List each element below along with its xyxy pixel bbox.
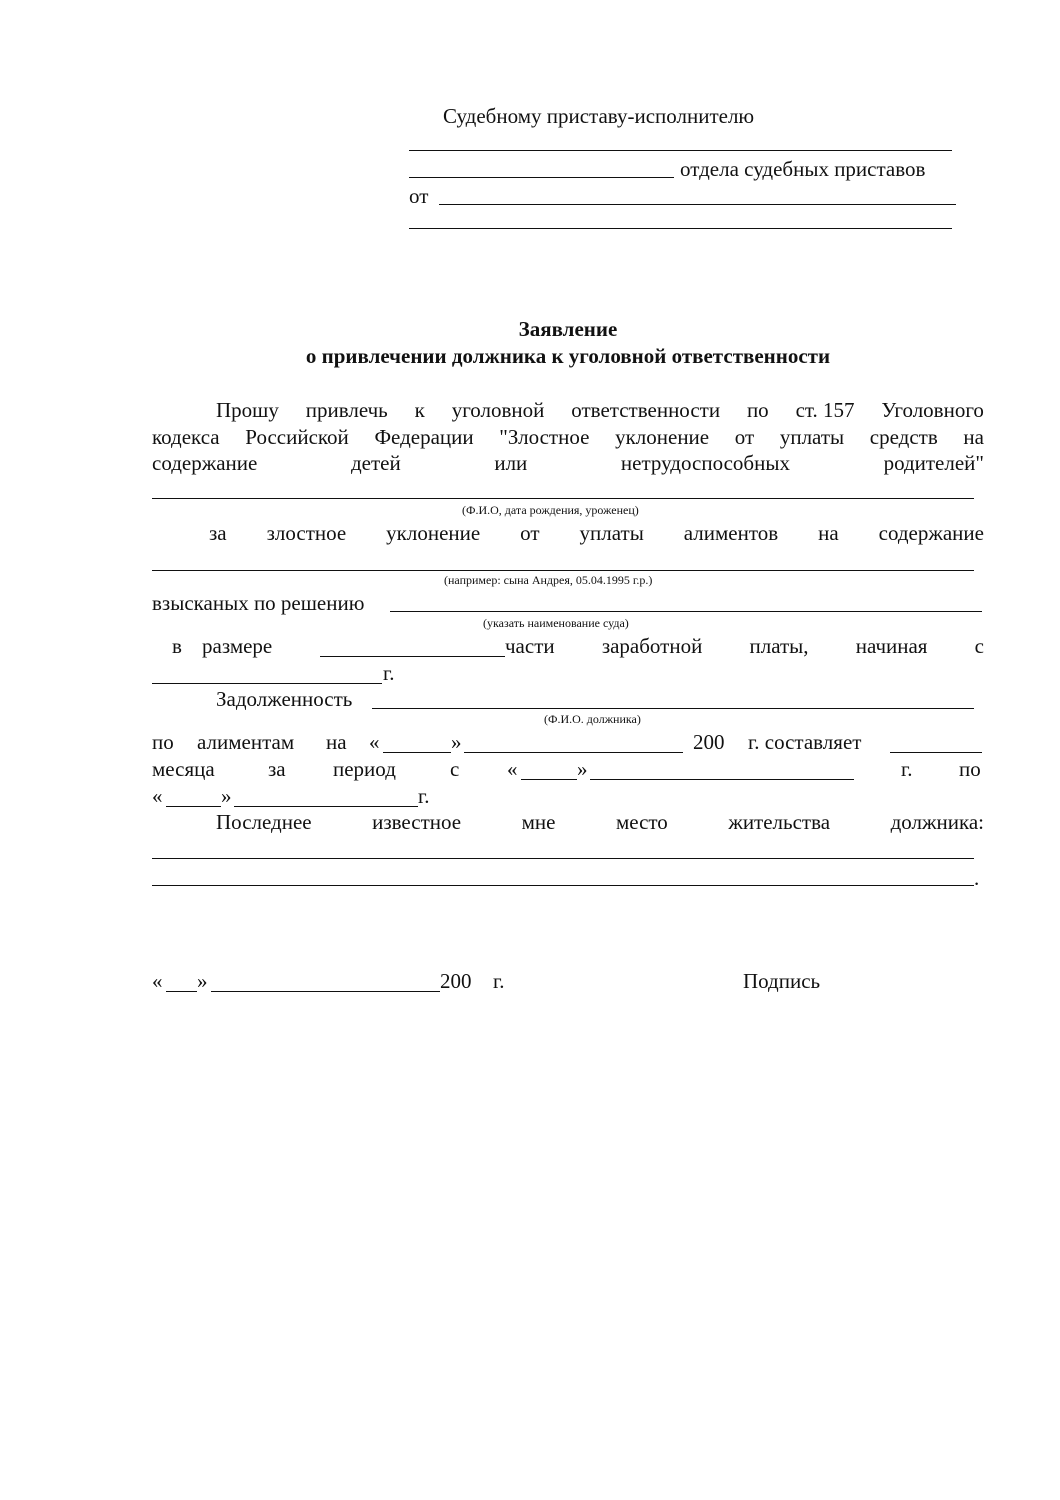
sign-day-line[interactable] bbox=[166, 991, 197, 992]
period-end-day-line[interactable] bbox=[166, 806, 221, 807]
word: детей bbox=[350, 451, 401, 475]
word: уплаты bbox=[579, 521, 644, 545]
word: нетрудоспособных bbox=[620, 451, 790, 475]
word: алиментов bbox=[683, 521, 779, 545]
bailiff-name-line[interactable] bbox=[409, 150, 952, 151]
addressee: Судебному приставу-исполнителю bbox=[443, 104, 755, 128]
period-start-month-line[interactable] bbox=[590, 779, 854, 780]
word: к bbox=[414, 398, 425, 422]
word: на bbox=[963, 425, 984, 449]
months-word-period: период bbox=[333, 757, 396, 781]
g-label: г. bbox=[901, 757, 913, 781]
quote-open: « bbox=[152, 784, 163, 808]
debtor-name-line[interactable] bbox=[372, 708, 974, 709]
word: ответственности bbox=[571, 398, 721, 422]
caption-court: (указать наименование суда) bbox=[483, 616, 629, 630]
final-period: . bbox=[974, 866, 980, 890]
word: от bbox=[520, 521, 540, 545]
word: злостное bbox=[266, 521, 347, 545]
para1-line2 bbox=[152, 425, 984, 449]
period-start-day-line[interactable] bbox=[521, 779, 577, 780]
word: за bbox=[209, 521, 227, 545]
start-date-line[interactable] bbox=[152, 683, 382, 684]
word: на bbox=[818, 521, 839, 545]
months-count-line[interactable] bbox=[890, 752, 982, 753]
quote-close: » bbox=[197, 969, 208, 993]
caption-fio: (Ф.И.О, дата рождения, уроженец) bbox=[462, 503, 639, 517]
word: Последнее bbox=[216, 810, 312, 834]
sign-month-line[interactable] bbox=[211, 991, 440, 992]
size-tail bbox=[505, 634, 984, 658]
po-label: по bbox=[959, 757, 981, 781]
size-word-v: в bbox=[172, 634, 182, 658]
word: родителей" bbox=[883, 451, 984, 475]
months-word-s: с bbox=[450, 757, 460, 781]
document-title: Заявление bbox=[518, 317, 618, 341]
word: платы, bbox=[749, 634, 809, 658]
word: должника: bbox=[890, 810, 984, 834]
word: от bbox=[734, 425, 755, 449]
size-word-razmere: размере bbox=[202, 634, 273, 658]
recovered-label: взысканых по решению bbox=[152, 591, 365, 615]
quote-close: » bbox=[577, 757, 588, 781]
period-end-month-line[interactable] bbox=[234, 806, 418, 807]
year-suffix: г. bbox=[383, 661, 395, 685]
para1-line3 bbox=[152, 451, 984, 475]
alimony-word-alimentam: алиментам bbox=[197, 730, 295, 754]
child-line[interactable] bbox=[152, 570, 974, 571]
word: уклонение bbox=[615, 425, 710, 449]
word: содержание bbox=[152, 451, 258, 475]
debt-label: Задолженность bbox=[216, 687, 353, 711]
from-label: от bbox=[409, 184, 429, 208]
caption-debtor: (Ф.И.О. должника) bbox=[544, 712, 641, 726]
months-word-mesyaca: месяца bbox=[152, 757, 215, 781]
word: место bbox=[615, 810, 668, 834]
word: известное bbox=[372, 810, 462, 834]
word: ст. 157 bbox=[795, 398, 855, 422]
applicant-name-line[interactable] bbox=[439, 204, 956, 205]
share-line[interactable] bbox=[320, 656, 505, 657]
quote-open: « bbox=[152, 969, 163, 993]
word: содержание bbox=[878, 521, 984, 545]
word: Федерации bbox=[374, 425, 474, 449]
word: уголовной bbox=[451, 398, 545, 422]
word: с bbox=[974, 634, 984, 658]
court-line[interactable] bbox=[390, 611, 982, 612]
quote-close: » bbox=[221, 784, 232, 808]
para1-line1 bbox=[216, 398, 984, 422]
document-subtitle: о привлечении должника к уголовной ответственности bbox=[305, 344, 831, 368]
word: жительства bbox=[728, 810, 831, 834]
end-year: г. bbox=[418, 784, 430, 808]
word: заработной bbox=[601, 634, 703, 658]
sign-year: 200 bbox=[440, 969, 472, 993]
word: или bbox=[494, 451, 528, 475]
alimony-word-po: по bbox=[152, 730, 174, 754]
months-word-za: за bbox=[268, 757, 286, 781]
caption-example: (например: сына Андрея, 05.04.1995 г.р.) bbox=[444, 573, 653, 587]
word: мне bbox=[521, 810, 556, 834]
alimony-word-na: на bbox=[326, 730, 347, 754]
word: "Злостное bbox=[499, 425, 590, 449]
debt-day-line[interactable] bbox=[383, 752, 451, 753]
department-suffix: отдела судебных приставов bbox=[680, 157, 926, 181]
word: Российской bbox=[245, 425, 349, 449]
word: уплаты bbox=[779, 425, 845, 449]
word: привлечь bbox=[305, 398, 388, 422]
word: части bbox=[505, 634, 555, 658]
sign-g: г. bbox=[493, 969, 505, 993]
word: Уголовного bbox=[881, 398, 984, 422]
debtor-fio-line[interactable] bbox=[152, 498, 974, 499]
word: уклонение bbox=[386, 521, 481, 545]
department-name-line[interactable] bbox=[409, 177, 674, 178]
signature-label: Подпись bbox=[743, 969, 821, 993]
word: Прошу bbox=[216, 398, 279, 422]
last-residence-line bbox=[216, 810, 984, 834]
alimony-tail: г. составляет bbox=[748, 730, 862, 754]
quote-open: « bbox=[369, 730, 380, 754]
debt-month-line[interactable] bbox=[464, 752, 683, 753]
word: средств bbox=[869, 425, 938, 449]
word: кодекса bbox=[152, 425, 220, 449]
quote-open: « bbox=[507, 757, 518, 781]
word: по bbox=[746, 398, 769, 422]
quote-close: » bbox=[451, 730, 462, 754]
line-za bbox=[209, 521, 984, 545]
residence-line-2[interactable] bbox=[152, 885, 974, 886]
applicant-address-line[interactable] bbox=[409, 228, 952, 229]
residence-line-1[interactable] bbox=[152, 858, 974, 859]
year-200: 200 bbox=[693, 730, 725, 754]
word: начиная bbox=[855, 634, 928, 658]
